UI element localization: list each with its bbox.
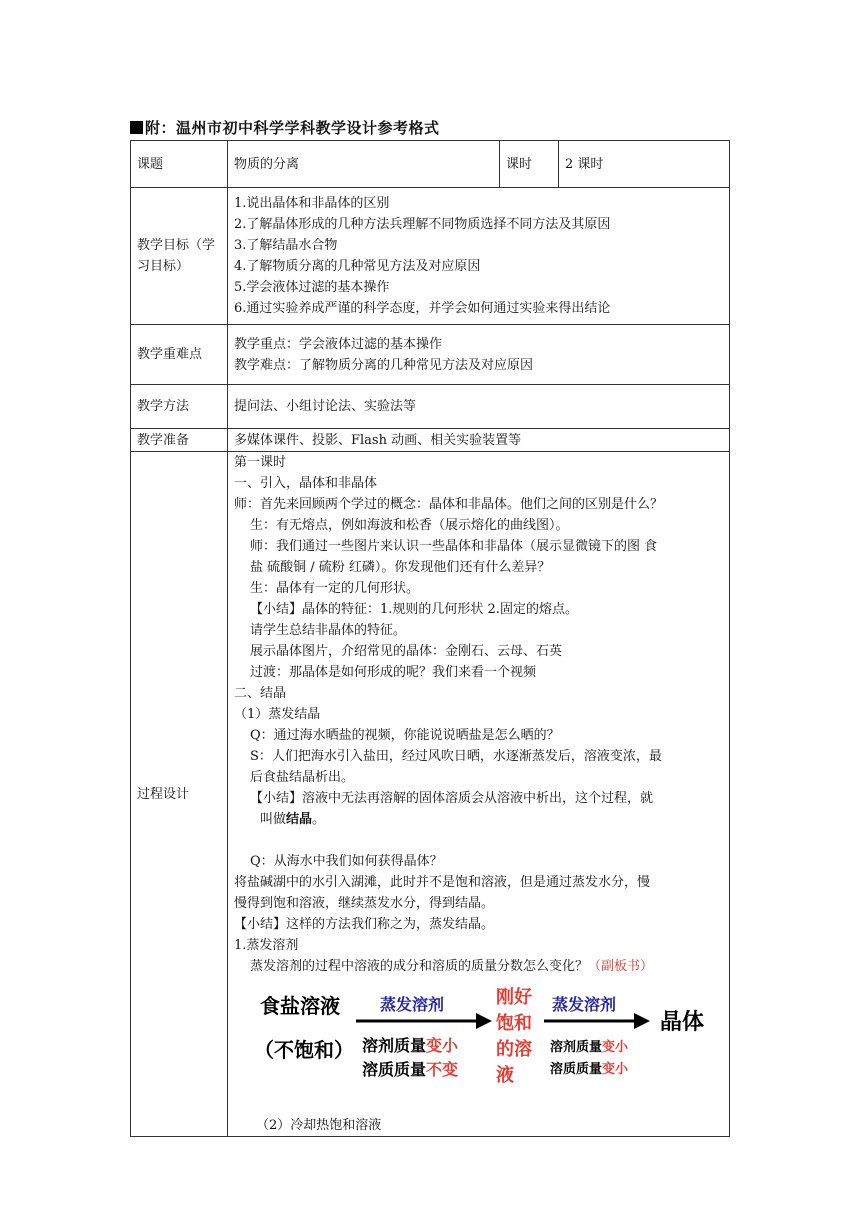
period-value: 2 课时 <box>559 141 730 188</box>
diagram-solvent-1: 溶剂质量变小 <box>362 1036 459 1055</box>
process-line: 二、结晶 <box>234 686 287 701</box>
diagram-middle-line3: 的溶 <box>496 1039 532 1060</box>
period-label: 课时 <box>500 141 559 188</box>
process-line: 叫做结晶。 <box>260 812 326 827</box>
process-line: （2）冷却热饱和溶液 <box>256 1118 382 1133</box>
diagram-arrow1-head <box>476 1013 492 1029</box>
process-line: 请学生总结非晶体的特征。 <box>250 623 407 638</box>
goals-list <box>228 188 730 325</box>
process-line: 后食盐结晶析出。 <box>250 770 355 785</box>
diagram-middle-line4: 液 <box>496 1065 514 1086</box>
process-line: 师：首先来回顾两个学过的概念：晶体和非晶体。他们之间的区别是什么？ <box>234 497 664 512</box>
goal-item: 5.学会液体过滤的基本操作 <box>234 280 390 295</box>
square-bullet-icon <box>130 121 143 134</box>
key-points <box>228 325 730 385</box>
prep-value: 多媒体课件、投影、Flash 动画、相关实验装置等 <box>228 429 730 452</box>
process-line: 【小结】晶体的特征：1.规则的几何形状 2.固定的熔点。 <box>250 602 578 617</box>
diagram-solute-1: 溶质质量不变 <box>362 1060 459 1079</box>
goals-label: 教学目标（学习目标） <box>131 188 228 325</box>
process-line: Q：通过海水晒盐的视频，你能说说晒盐是怎么晒的？ <box>250 728 560 743</box>
diagram-start-line2: （不饱和） <box>254 1038 354 1062</box>
diagram-end: 晶体 <box>660 1009 705 1035</box>
process-line: （1）蒸发结晶 <box>234 707 321 722</box>
process-line: 过渡：那晶体是如何形成的呢？我们来看一个视频 <box>250 665 537 680</box>
key-term: 结晶 <box>286 812 313 827</box>
goal-item: 3.了解结晶水合物 <box>234 238 338 253</box>
topic-label: 课题 <box>131 141 228 188</box>
diagram-solvent-2: 溶剂质量变小 <box>550 1040 629 1055</box>
process-line: 慢得到饱和溶液，继续蒸发水分，得到结晶。 <box>234 896 495 911</box>
key-point-item: 教学重点：学会液体过滤的基本操作 <box>234 336 443 352</box>
process-line: 盐 硫酸铜 / 硫粉 红磷）。你发现他们还有什么差异？ <box>250 560 551 575</box>
diagram-middle-line1: 刚好 <box>496 987 532 1008</box>
lesson-plan-table <box>130 140 730 1137</box>
topic-value: 物质的分离 <box>228 141 500 188</box>
evaporation-diagram <box>234 981 723 1113</box>
process-line: Q：从海水中我们如何获得晶体？ <box>250 854 443 869</box>
goal-item: 4.了解物质分离的几种常见方法及对应原因 <box>234 259 481 274</box>
methods-value: 提问法、小组讨论法、实验法等 <box>228 385 730 429</box>
process-line: 蒸发溶剂的过程中溶液的成分和溶质的质量分数怎么变化？（副板书） <box>250 959 654 974</box>
key-point-item: 教学难点：了解物质分离的几种常见方法及对应原因 <box>234 357 534 373</box>
process-line: 一、引入，晶体和非晶体 <box>234 476 378 491</box>
diagram-start-line1: 食盐溶液 <box>260 994 340 1018</box>
diagram-arrow2-head <box>634 1013 650 1029</box>
diagram-solute-2: 溶质质量变小 <box>550 1062 629 1077</box>
key-points-label: 教学重难点 <box>131 325 228 385</box>
goal-item: 2.了解晶体形成的几种方法兵理解不同物质选择不同方法及其原因 <box>234 217 611 232</box>
process-line: 生：晶体有一定的几何形状。 <box>250 581 420 596</box>
diagram-middle-line2: 饱和 <box>496 1013 532 1034</box>
process-line: 【小结】这样的方法我们称之为，蒸发结晶。 <box>234 917 495 932</box>
goal-item: 6.通过实验养成严谨的科学态度，并学会如何通过实验来得出结论 <box>234 301 611 316</box>
process-line: 第一课时 <box>234 455 287 470</box>
process-line: 师：我们通过一些图片来认识一些晶体和非晶体（展示显微镜下的图 食 <box>250 539 658 554</box>
process-line: 生：有无熔点，例如海波和松香（展示熔化的曲线图）。 <box>250 518 569 533</box>
diagram-arrow2-label: 蒸发溶剂 <box>552 995 617 1014</box>
page-heading: 附：温州市初中科学学科教学设计参考格式 <box>130 117 440 138</box>
process-line: 将盐碱湖中的水引入湖滩，此时并不是饱和溶液，但是通过蒸发水分，慢 <box>234 875 651 890</box>
prep-label: 教学准备 <box>131 429 228 452</box>
diagram-arrow1-label: 蒸发溶剂 <box>380 995 445 1014</box>
side-board-note: （副板书） <box>588 959 654 974</box>
methods-label: 教学方法 <box>131 385 228 429</box>
process-line: 展示晶体图片，介绍常见的晶体：金刚石、云母、石英 <box>250 644 563 659</box>
process-label: 过程设计 <box>131 452 228 1137</box>
process-line: S：人们把海水引入盐田，经过风吹日晒，水逐渐蒸发后，溶液变浓，最 <box>250 749 662 764</box>
process-line: 【小结】溶液中无法再溶解的固体溶质会从溶液中析出，这个过程，就 <box>250 791 654 806</box>
goal-item: 1.说出晶体和非晶体的区别 <box>234 196 390 211</box>
process-line: 1.蒸发溶剂 <box>234 938 299 953</box>
process-content <box>228 452 730 1137</box>
evaporation-diagram-svg <box>234 981 734 1113</box>
